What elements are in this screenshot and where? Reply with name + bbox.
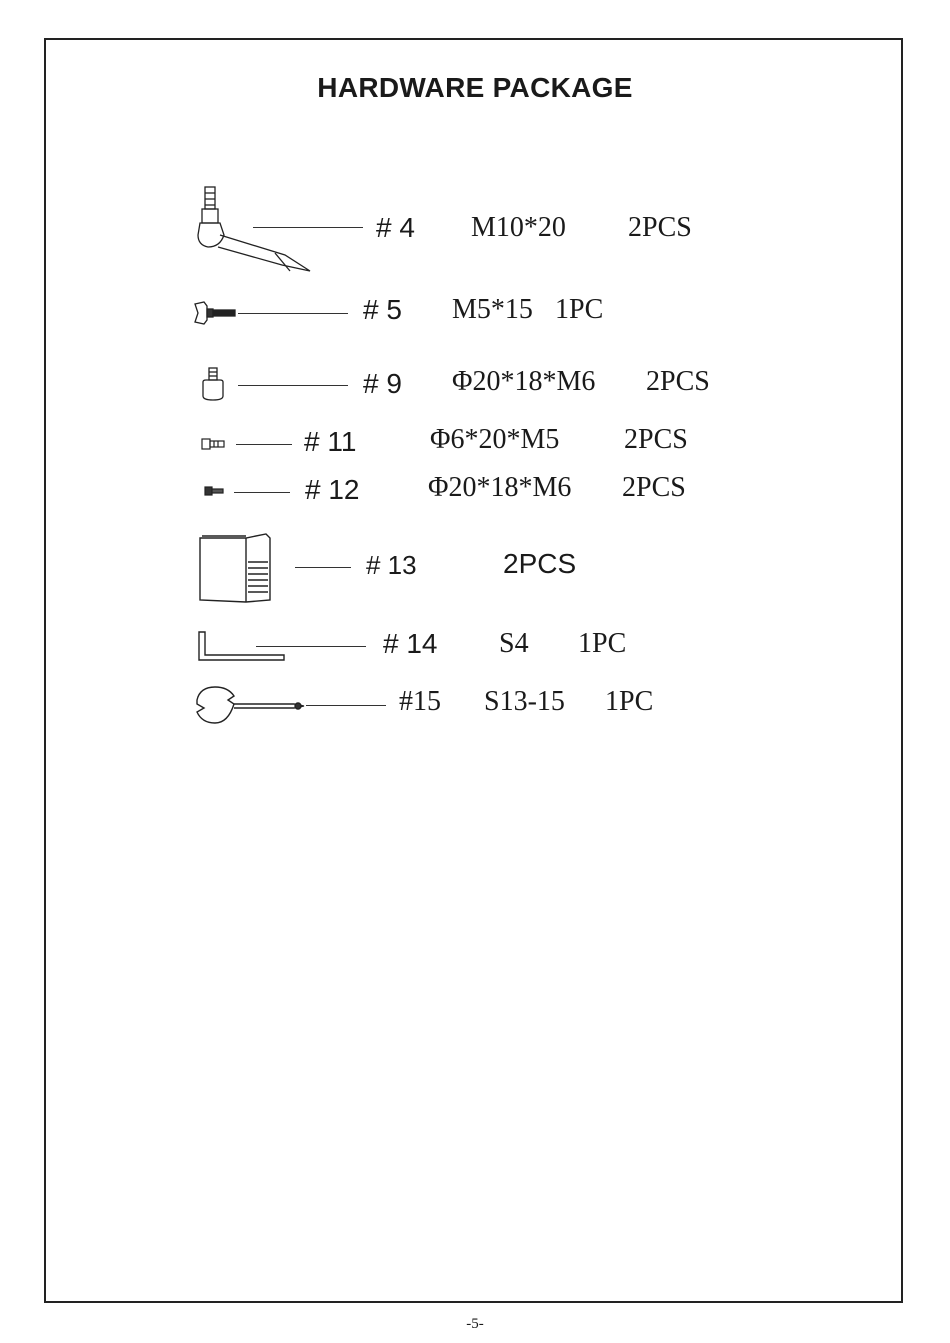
item-qty: 1PC: [578, 628, 627, 659]
hex-bolt-icon: [200, 436, 228, 452]
item-spec: M10*20: [471, 212, 566, 243]
item-number: # 11: [304, 426, 357, 457]
item-qty: 2PCS: [624, 424, 688, 455]
thumb-screw-icon: [192, 300, 238, 326]
leader-line: [295, 567, 351, 568]
item-number: # 12: [305, 474, 360, 505]
leader-line: [234, 492, 290, 493]
item-spec: S13-15: [484, 686, 565, 717]
multi-wrench-icon: [194, 684, 306, 726]
item-qty: 1PC: [555, 294, 604, 325]
leader-line: [306, 705, 386, 706]
item-spec: M5*15: [452, 294, 533, 325]
item-number: # 4: [376, 212, 415, 243]
item-spec: Φ20*18*M6: [452, 366, 596, 397]
leader-line: [256, 646, 366, 647]
end-cap-icon: [196, 530, 276, 605]
item-qty: 1PC: [605, 686, 654, 717]
item-number: # 13: [366, 550, 417, 580]
small-bolt-icon: [203, 484, 227, 498]
page-number: -5-: [466, 1316, 484, 1332]
knob-bolt-icon: [200, 366, 226, 402]
leader-line: [236, 444, 292, 445]
item-number: # 14: [383, 628, 438, 659]
lever-bolt-icon: [190, 185, 315, 280]
page-title: HARDWARE PACKAGE: [317, 72, 633, 103]
leader-line: [253, 227, 363, 228]
item-spec: Φ6*20*M5: [430, 424, 560, 455]
item-number: # 5: [363, 294, 402, 325]
item-number: # 9: [363, 368, 402, 399]
item-qty: 2PCS: [503, 548, 577, 579]
item-qty: 2PCS: [622, 472, 686, 503]
item-qty: 2PCS: [646, 366, 710, 397]
item-qty: 2PCS: [628, 212, 692, 243]
item-spec: Φ20*18*M6: [428, 472, 572, 503]
leader-line: [238, 313, 348, 314]
item-spec: S4: [499, 628, 529, 659]
allen-key-icon: [196, 630, 288, 664]
item-number: #15: [399, 686, 441, 717]
leader-line: [238, 385, 348, 386]
